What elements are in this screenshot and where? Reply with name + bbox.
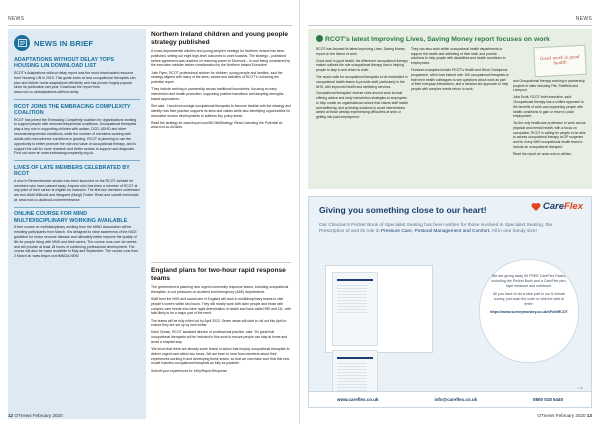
news-in-brief-title: NEWS IN BRIEF	[34, 38, 94, 48]
folio-right	[537, 413, 592, 418]
badge-icon	[316, 35, 323, 42]
page-number: 13	[586, 413, 592, 418]
ad-intro-text: Our Clinician's Pocket Book of Specialist Seating has been written for those involved in Specialist Seating, the Prescription of and its role in	[319, 223, 553, 235]
divider	[14, 160, 140, 161]
article-northern-ireland	[151, 31, 291, 257]
pocket-book-image	[325, 265, 433, 353]
logo-part: Care	[542, 201, 564, 212]
feature-column	[513, 79, 588, 159]
newspaper-icon	[14, 35, 30, 51]
feature-paragraph: 'As the only healthcare profession to work across physical and mental health, with a focus on occupation, RCOT is calling for people to be able to access occupational therapy at GP surgeries and for every NHS occupational health team to include an occupational therapist.'	[513, 121, 586, 149]
feature-column	[316, 47, 408, 122]
divider	[14, 207, 140, 208]
article-paragraph: A cross-departmental children and young people's strategy for Northern Ireland has been published, setting out eight high-level outcomes to work towards. The strategy – published before agreement was reached on restoring power to Stormont – is now being considered by the executive minister before consideration by the Northern Ireland Executive.	[151, 49, 291, 68]
careflex-logo	[531, 201, 583, 212]
folio-text: OTnews February 2020	[14, 413, 63, 418]
ad-code: 0.00	[577, 386, 583, 390]
book-page	[332, 272, 378, 346]
article-body	[151, 285, 291, 373]
ad-intro-highlight: Pressure Care, Postural Management and Comfort.	[380, 229, 491, 235]
brief-body: RCOT's Adaptations without delay report was the most downloaded resource from Housing LIN in 2019. This guide looks at how occupational therapists can plan and deliver home adaptations efficiently and has proven hugely popular since its publication last year. Download the report from www.rcot.co.uk/adaptations-without-delay.	[14, 70, 136, 95]
brief-item	[14, 104, 140, 157]
header-rule-left	[8, 25, 292, 26]
brief-item	[14, 165, 140, 203]
article-paragraph: Submit your experiences to: bit.ly/Rapid-Response	[151, 368, 228, 373]
phone-number: 0800 018 5440	[532, 397, 564, 402]
article-body	[151, 49, 291, 130]
ad-intro-text: All in one handy size!	[490, 229, 537, 235]
news-in-brief-panel	[8, 29, 146, 419]
heart-icon	[531, 202, 541, 212]
divider	[14, 99, 140, 100]
survey-link[interactable]: https://www.surveymonkey.co.uk/r/FolhRCOT	[490, 309, 568, 314]
article-paragraph: She said: 'I would encourage occupational therapists to become familiar with the strategy and identify how their practice supports its aims and values while also identifying opportunities for innovative service developments to address key policy areas.'	[151, 103, 291, 118]
article-paragraph: 'We know that there are already some teams in action that employ occupational therapists to deliver urgent care within two hours. We are keen to hear from members about their experiences working in and developing these teams, so that we can make sure that this new model includes occupational therapists as fully as possible.'	[151, 347, 290, 366]
report-cover-image	[533, 45, 586, 78]
brief-heading: ADAPTATIONS WITHOUT DELAY TOPS HOUSING LIN DOWNLOAD LIST	[14, 57, 115, 70]
folio-text: OTnews February 2020	[537, 413, 586, 418]
ad-offer-bubble	[479, 259, 579, 363]
section-tag-left: NEWS	[8, 16, 25, 22]
article-paragraph: The government is planning new urgent community response teams, including occupational therapists, to cut pressures on accident and emergency (A&E) departments.	[151, 285, 289, 294]
article-paragraph: Karin Orman, RCOT assistant director of professional practice, said: 'It's great that occupational therapists will be included in this work to ensure people can stay at home and avoid a hospital stay.	[151, 330, 288, 344]
feature-title-text: RCOT's latest Improving Lives, Saving Money report focuses on work	[325, 36, 550, 43]
careflex-advert	[308, 196, 592, 408]
feature-paragraph: and Occupational therapy working in partnership projects in sites including Fife, Sheffield and Liverpool.	[513, 79, 585, 93]
feature-paragraph: Occupational therapists' diverse roles around work include offering advice and early intervention strategies to employees to help create an organisational culture that values staff health and wellbeing, and providing solutions to avoid interventions aimed at those already experiencing difficulties at work or getting into paid employment.	[316, 91, 408, 120]
brief-heading: RCOT JOINS THE EMBRACING COMPLEXITY COALITION	[14, 103, 131, 116]
ad-intro	[319, 223, 559, 236]
article-paragraph: The teams will be fully rolled out by April 2022. Seven areas will start to roll out this April to ensure they are set up by next winter.	[151, 318, 287, 328]
article-title: England plans for two-hour rapid response teams	[151, 267, 286, 282]
feature-paragraph: Good work is good health: the difference occupational therapy makes outlines the role occupational therapy has in helping people to stay in and return to work.	[316, 58, 408, 73]
offer-text: All you have to do is take part in our 5 minute survey, just scan the code or visit the web to enter:	[493, 291, 565, 306]
email-link[interactable]: info@careflex.co.uk	[434, 397, 478, 402]
brief-body: A free course on multidisciplinary working from the MIND Association will be enrolling participants from March. It is designed to raise awareness of the NICE guideline for motor neurone disease and ultimately better improve the quality of life for people living with MND and their carers. The course runs over six weeks and will provide at least 18 hours of continuing professional development. The course will also be made available in May and September. The course runs from 2 March at: www.tinyurl.com/MNDA-NEW.	[14, 225, 139, 259]
feature-paragraph: Featured examples include RCOT's Health and Work Champions programme, which has trained over 100 occupational therapists to train their health colleagues to see questions about work as part of their everyday interactions, and a clinician-led approach to help people with complex needs return to work.	[411, 68, 509, 92]
feature-improving-lives	[308, 29, 592, 189]
article-england-rapid-response	[151, 262, 291, 412]
website-link[interactable]: www.careflex.co.uk	[336, 397, 379, 402]
news-in-brief-header	[14, 35, 140, 51]
feature-paragraph: Julia Scott, RCOT chief executive, said: 'Occupational therapy has a unified approach to the benefits of work and supporting people with health conditions to gain or return to paid employment.	[513, 95, 584, 119]
feature-title	[316, 35, 586, 43]
section-tag-right: NEWS	[575, 16, 592, 22]
brief-body: RCOT has joined the Embracing Complexity coalition for organisations working to support people with neurodevelopmental conditions. Occupational therapists play a key role in supporting children with autism, DCD, ADHD and other neurodevelopmental conditions, while the number of members working with adults with neurodiverse conditions is growing. RCOT is planning to use the opportunity to better promote the role and value of occupational therapy, and to support the call for more research and better access to support and diagnosis. Find out more at: www.embracingcomplexity.org.uk.	[14, 117, 137, 156]
feature-paragraph: RCOT has focused its latest Improving Lives, Saving Money report on the theme of work.	[316, 47, 405, 56]
careflex-wordmark	[543, 201, 583, 212]
article-paragraph: 'They include working in partnership across traditional boundaries, focusing on early intervention and health promotion, supporting positive transitions and adopting strengths-based approaches.'	[151, 87, 285, 101]
report-cover-caption: Good work is good health	[539, 54, 580, 66]
feature-column	[411, 47, 509, 94]
offer-text: We are giving away 50 FREE CareFlex Packs, including the Pocket Book and a CareFlex pen, tape measure and notebook.	[491, 274, 567, 288]
brief-heading: ONLINE COURSE FOR MIND MULTIDISCIPLINARY WORKING AVAILABLE	[14, 211, 128, 224]
brief-body: A new In Remembrance section has been launched on the RCOT website for members who have passed away. Anyone who has been a member of RCOT at any point of their career is eligible for inclusion. The first two members celebrated are Ann Allott Willcock and Margaret (Margi) Foster. Read and submit memorials at: www.rcot.co.uk/about-us/remembrance.	[14, 178, 140, 202]
logo-part: Flex	[563, 201, 583, 212]
article-paragraph: Julie Flynn, RCOT professional adviser for children, young people and families, said the strategy aligned with many of the aims, values and activities of RCOT's Unlocking the potential report.	[151, 70, 283, 85]
page-number: 12	[8, 413, 14, 418]
feature-paragraph: The report calls for occupational therapists to be embedded in occupational health teams to provide staff, particularly in the NHS, with improved health and wellbeing services.	[316, 75, 408, 89]
ad-headline: Giving you something close to our heart!	[319, 205, 487, 215]
article-paragraph: Read the strategy at: www.tinyurl.com/NIChildStrategy. Read Unlocking the Potential at: www.rcot.co.uk/ulots.	[151, 120, 283, 130]
feature-paragraph: Read the report at: www.rcot.co.uk/ilsm.	[513, 151, 573, 156]
ad-contact-bar	[309, 391, 591, 407]
brief-item	[14, 57, 140, 95]
header-rule-right	[308, 25, 592, 26]
folio-left	[8, 413, 63, 418]
feature-paragraph: They can also work within occupational health departments to support the health and wellbeing of their staff, and provide solutions to help people with disabilities and health conditions in employment.	[411, 47, 506, 66]
article-title: Northern Ireland children and young people strategy published	[151, 31, 289, 46]
brief-item	[14, 211, 140, 259]
article-paragraph: Staff from the NHS and social care in England will work in multidisciplinary teams to visit people's homes within two hours. They will mostly work with older people and those with complex care needs who have rapid deterioration in health and have called 999 and 111, with falls likely to be a major part of the remit.	[151, 297, 291, 316]
brief-heading: LIVES OF LATE MEMBERS CELEBRATED BY RCOT	[14, 164, 130, 177]
